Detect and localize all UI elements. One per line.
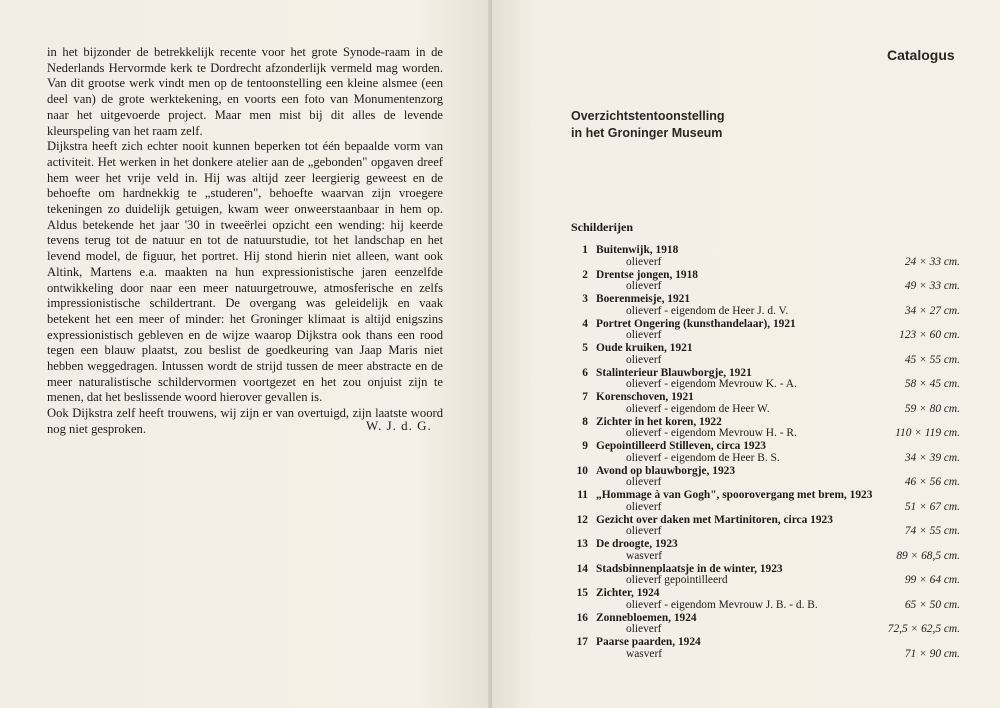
entry-title: Korenschoven, 1921 bbox=[596, 391, 694, 403]
entry-title: Zichter in het koren, 1922 bbox=[596, 415, 722, 428]
catalog-entry bbox=[560, 318, 960, 343]
entry-medium: olieverf - eigendom de Heer J. d. V. bbox=[626, 304, 789, 317]
entry-number: 17 bbox=[576, 636, 588, 648]
entry-number: 11 bbox=[577, 489, 588, 501]
catalog-entry bbox=[560, 440, 960, 465]
entry-title: Gezicht over daken met Martinitoren, circa 1923 bbox=[596, 513, 833, 526]
catalog-entry bbox=[560, 636, 960, 661]
catalog-entry bbox=[560, 465, 960, 490]
entry-title: Stalinterieur Blauwborgje, 1921 bbox=[596, 366, 752, 379]
entry-medium: olieverf bbox=[626, 255, 662, 268]
entry-title: Avond op blauwborgje, 1923 bbox=[596, 464, 736, 477]
entry-number: 16 bbox=[576, 611, 588, 624]
entry-medium: olieverf - eigendom Mevrouw K. - A. bbox=[626, 378, 797, 390]
entry-title: Drentse jongen, 1918 bbox=[596, 268, 698, 281]
entry-dimensions: 59 × 80 cm. bbox=[904, 402, 960, 415]
entry-medium: olieverf - eigendom de Heer W. bbox=[626, 402, 770, 415]
entry-number: 6 bbox=[582, 366, 588, 379]
entry-medium: olieverf bbox=[626, 623, 662, 635]
entry-dimensions: 89 × 68,5 cm. bbox=[896, 549, 960, 562]
entry-number: 15 bbox=[576, 587, 588, 599]
catalog-entry bbox=[560, 269, 960, 294]
entry-dimensions: 34 × 27 cm. bbox=[904, 304, 960, 317]
entry-dimensions: 65 × 50 cm. bbox=[904, 598, 960, 611]
entry-medium: olieverf - eigendom Mevrouw H. - R. bbox=[626, 427, 797, 439]
entry-number: 10 bbox=[576, 464, 588, 477]
entry-dimensions: 71 × 90 cm. bbox=[904, 647, 960, 660]
catalog-entry bbox=[560, 391, 960, 416]
catalog-entry bbox=[560, 367, 960, 392]
entry-medium: olieverf bbox=[626, 329, 662, 341]
exhibition-title bbox=[571, 108, 725, 142]
section-heading: Schilderijen bbox=[571, 220, 633, 234]
running-header: Catalogus bbox=[887, 47, 955, 63]
catalog-entry bbox=[560, 416, 960, 441]
essay-paragraph: Ook Dijkstra zelf heeft trouwens, wij zijn er van overtuigd, zijn laatste woord nog niet gesproken. bbox=[47, 406, 443, 436]
catalog-entry bbox=[560, 489, 960, 514]
entry-medium: wasverf bbox=[626, 549, 663, 562]
entry-number: 4 bbox=[582, 317, 588, 330]
entry-dimensions: 110 × 119 cm. bbox=[895, 427, 960, 439]
entry-number: 2 bbox=[582, 268, 588, 281]
catalog-entry bbox=[560, 342, 960, 367]
entry-number: 5 bbox=[582, 342, 588, 354]
entry-title: Oude kruiken, 1921 bbox=[596, 342, 693, 354]
catalog-entry bbox=[560, 538, 960, 563]
entry-number: 8 bbox=[582, 415, 588, 428]
catalog-entry bbox=[560, 587, 960, 612]
entry-medium: olieverf - eigendom de Heer B. S. bbox=[626, 451, 780, 464]
catalog-entry bbox=[560, 612, 960, 637]
entry-dimensions: 49 × 33 cm. bbox=[904, 280, 960, 292]
entry-number: 13 bbox=[576, 538, 588, 550]
entry-title: Portret Ongering (kunsthandelaar), 1921 bbox=[596, 317, 796, 330]
essay-paragraph: in het bijzonder de betrekkelijk recente voor het grote Synode-raam in de Nederlands Hervormde kerk te Dordrecht afzonderlijk vermeld mag worden. Van dit grootse werk vindt men op de tentoonstelling een kleine alsmee (een deel van) de grote werktekening, en voorts een foto van Monumentenzorg naar het uitgevoerde project. Maar men mist bij dit alles de levende kleurspeling van het raam zelf. bbox=[47, 45, 443, 138]
entry-title: Boerenmeisje, 1921 bbox=[596, 293, 691, 305]
entry-title: De droogte, 1923 bbox=[596, 538, 678, 550]
entry-title: Zichter, 1924 bbox=[596, 587, 660, 599]
author-initials: W. J. d. G. bbox=[366, 418, 432, 433]
entry-dimensions: 51 × 67 cm. bbox=[904, 500, 960, 513]
entry-title: „Hommage à van Gogh", spoorovergang met brem, 1923 bbox=[596, 489, 873, 501]
entry-number: 14 bbox=[576, 562, 588, 575]
entry-dimensions: 123 × 60 cm. bbox=[899, 329, 960, 341]
entry-dimensions: 74 × 55 cm. bbox=[904, 525, 960, 537]
entry-title: Gepointilleerd Stilleven, circa 1923 bbox=[596, 440, 766, 452]
entry-medium: olieverf - eigendom Mevrouw J. B. - d. B. bbox=[626, 598, 818, 611]
entry-number: 9 bbox=[582, 440, 588, 452]
catalog-entry bbox=[560, 563, 960, 588]
entry-dimensions: 72,5 × 62,5 cm. bbox=[887, 623, 960, 635]
exhibition-title-line: in het Groninger Museum bbox=[571, 126, 723, 140]
entry-number: 3 bbox=[582, 293, 588, 305]
left-page bbox=[0, 0, 492, 708]
entry-number: 7 bbox=[582, 391, 588, 403]
entry-dimensions: 46 × 56 cm. bbox=[904, 476, 960, 488]
entry-number: 12 bbox=[576, 513, 588, 526]
exhibition-title-line: Overzichtstentoonstelling bbox=[571, 109, 725, 123]
entry-medium: wasverf bbox=[626, 647, 663, 660]
entry-medium: olieverf bbox=[626, 280, 662, 292]
entry-medium: olieverf bbox=[626, 476, 662, 488]
entry-medium: olieverf bbox=[626, 353, 662, 366]
entry-dimensions: 34 × 39 cm. bbox=[904, 451, 960, 464]
catalog-entry bbox=[560, 293, 960, 318]
essay-text bbox=[47, 45, 443, 438]
entry-dimensions: 99 × 64 cm. bbox=[904, 574, 960, 586]
entry-medium: olieverf bbox=[626, 525, 662, 537]
catalog-entry bbox=[560, 514, 960, 539]
entry-title: Paarse paarden, 1924 bbox=[596, 636, 701, 648]
essay-paragraph: Dijkstra heeft zich echter nooit kunnen beperken tot één bepaalde vorm van activiteit. Het werken in het donkere atelier aan de „gebonden" opgaven dreef hem weer het vrije veld in. Hij was altijd zeer leergierig geweest en de behoefte om hardnekkig te „studeren", behoefte waarvan zijn vroegere tekeningen zo duidelijk getuigen, kwam weer onweerstaanbaar in hem op. Aldus betekende het jaar '30 in tweeërlei opzicht een wending: hij keerde tevens terug tot de natuur en tot de natuurstudie, tot het landschap en het levend model, de figuur, het portret. Hij stond hierin niet alleen, want ook Altink, Martens e.a. maakten na hun expressionistische jaren eenzelfde ontwikkeling door naar een meer natuurgetrouwe, atmosferische en zelfs impressionistische schildertrant. De overgang was geleidelijk en vaak betekent het een meer of minder: het Groninger klimaat is altijd enigszins expressionistisch gebleven en de wijze waarop Dijkstra ook thans een rood tegen een blauw plaatst, zou beslist de goedkeuring van Jaap Maris niet hebben weggedragen. Intussen wordt de strijd tussen de meer abstracte en de meer naturalistische schildervormen voortgezet en het zou onjuist zijn te menen, dat het beslissende woord hierover gevallen is. bbox=[47, 139, 443, 405]
entry-title: Stadsbinnenplaatsje in de winter, 1923 bbox=[596, 562, 783, 575]
entry-medium: olieverf bbox=[626, 500, 662, 513]
entry-dimensions: 24 × 33 cm. bbox=[904, 255, 960, 268]
entry-number: 1 bbox=[582, 244, 588, 256]
entry-dimensions: 45 × 55 cm. bbox=[904, 353, 960, 366]
entry-dimensions: 58 × 45 cm. bbox=[904, 378, 960, 390]
entry-title: Zonnebloemen, 1924 bbox=[596, 611, 697, 624]
entry-title: Buitenwijk, 1918 bbox=[596, 244, 679, 256]
entry-medium: olieverf gepointilleerd bbox=[626, 574, 728, 586]
catalog-entry bbox=[560, 244, 960, 269]
catalog-list bbox=[560, 244, 960, 661]
